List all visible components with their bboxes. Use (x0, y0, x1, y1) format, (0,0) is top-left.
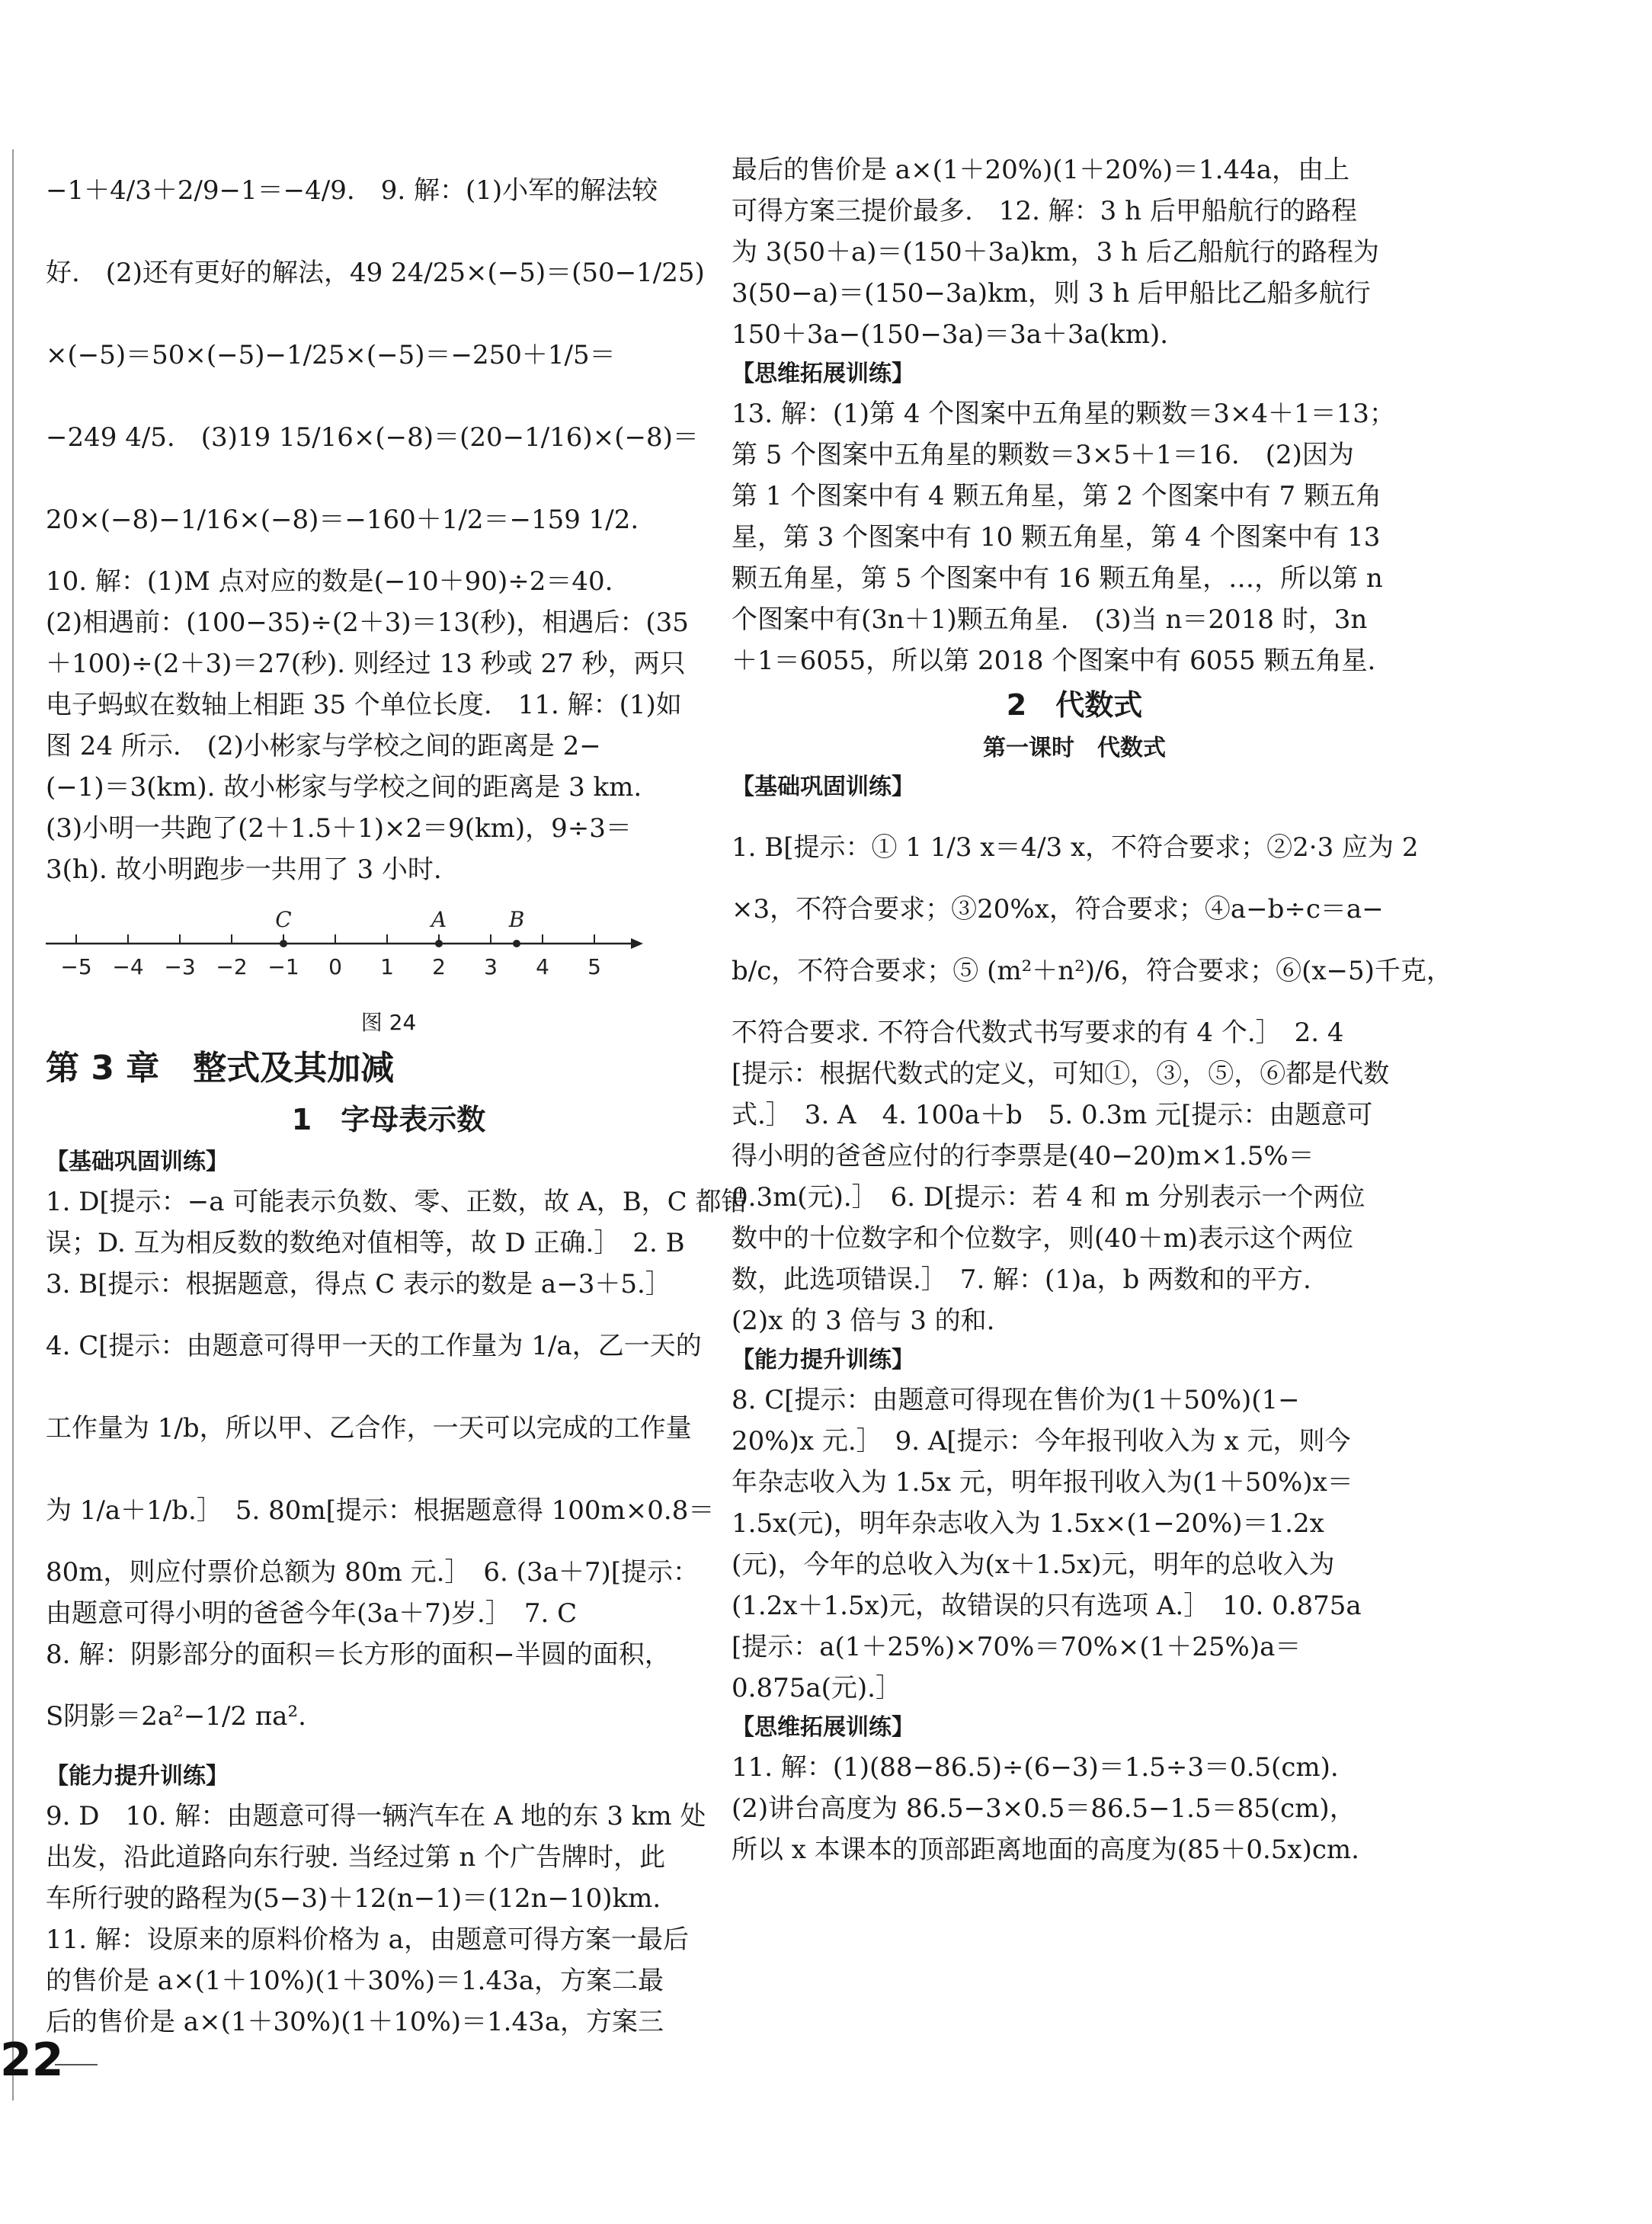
text-line: 10. 解：(1)M 点对应的数是(−10＋90)÷2＝40. (46, 566, 613, 597)
text-line: 80m，则应付票价总额为 80m 元.］ 6. (3a＋7)[提示： (46, 1557, 700, 1588)
text-line: 第 1 个图案中有 4 颗五角星，第 2 个图案中有 7 颗五角 (732, 481, 1381, 511)
text-line: ＋100)÷(2＋3)＝27(秒). 则经过 13 秒或 27 秒，两只 (46, 649, 686, 679)
number-line-figure (46, 898, 732, 1041)
text-line: (1.2x＋1.5x)元，故错误的只有选项 A.］ 10. 0.875a (732, 1591, 1362, 1621)
text-line: 图 24 所示. (2)小彬家与学校之间的距离是 2− (46, 731, 601, 761)
section-heading: 【基础巩固训练】 (732, 774, 914, 800)
section-heading: 【能力提升训练】 (732, 1347, 914, 1373)
left-text-block-2 (46, 1143, 748, 2043)
text-line: (2)讲台高度为 86.5−3×0.5＝86.5−1.5＝85(cm)， (732, 1793, 1356, 1824)
point-a (435, 940, 443, 947)
text-line: −249 4/5. (3)19 15/16×(−8)＝(20−1/16)×(−8)＝ (46, 422, 699, 453)
text-line: 星，第 3 个图案中有 10 颗五角星，第 4 个图案中有 13 (732, 522, 1381, 553)
text-line: 得小明的爸爸应付的行李票是(40−20)m×1.5%＝ (732, 1141, 1314, 1171)
text-line: 1.5x(元)，明年杂志收入为 1.5x×(1−20%)＝1.2x (732, 1508, 1324, 1539)
text-line: 9. D 10. 解：由题意可得一辆汽车在 A 地的东 3 km 处 (46, 1801, 706, 1831)
text-line: 后的售价是 a×(1＋30%)(1＋10%)＝1.43a，方案三 (46, 2007, 664, 2037)
right-column (732, 149, 1452, 1870)
section-heading: 【能力提升训练】 (46, 1763, 229, 1790)
text-line: 8. C[提示：由题意可得现在售价为(1＋50%)(1− (732, 1385, 1300, 1415)
text-line: 4. C[提示：由题意可得甲一天的工作量为 1/a，乙一天的 (46, 1331, 702, 1361)
text-line: 3. B[提示：根据题意，得点 C 表示的数是 a−3＋5.］ (46, 1269, 671, 1299)
text-line: 出发，沿此道路向东行驶. 当经过第 n 个广告牌时，此 (46, 1842, 666, 1873)
page-binding-edge (12, 149, 18, 2101)
text-line: 20%)x 元.］ 9. A[提示：今年报刊收入为 x 元，则今 (732, 1426, 1351, 1456)
text-line: (2)x 的 3 倍与 3 的和. (732, 1306, 995, 1336)
point-label: C (275, 907, 292, 932)
text-line: 误；D. 互为相反数的数绝对值相等，故 D 正确.］ 2. B (46, 1228, 685, 1258)
tick-label: −5 (60, 954, 92, 979)
tick-label: −1 (267, 954, 299, 979)
text-line: (元)，今年的总收入为(x＋1.5x)元，明年的总收入为 (732, 1549, 1335, 1580)
right-text-block-1 (732, 149, 1417, 681)
text-line: 0.875a(元).］ (732, 1673, 901, 1703)
page-number-rule (55, 2064, 98, 2065)
text-line: 电子蚂蚁在数轴上相距 35 个单位长度. 11. 解：(1)如 (46, 690, 682, 720)
text-line: [提示：a(1＋25%)×70%＝70%×(1＋25%)a＝ (732, 1632, 1301, 1662)
left-text-block-1 (46, 149, 732, 890)
tick-label: 1 (380, 954, 394, 979)
text-line: 第 5 个图案中五角星的颗数＝3×5＋1＝16. (2)因为 (732, 440, 1354, 470)
section-heading: 【思维拓展训练】 (732, 1714, 914, 1741)
text-line: (−1)＝3(km). 故小彬家与学校之间的距离是 3 km. (46, 772, 642, 803)
text-line: 数，此选项错误.］ 7. 解：(1)a，b 两数和的平方. (732, 1264, 1311, 1295)
text-line: (3)小明一共跑了(2＋1.5＋1)×2＝9(km)，9÷3＝ (46, 813, 632, 844)
text-line: −1＋4/3＋2/9−1＝−4/9. 9. 解：(1)小军的解法较 (46, 175, 658, 206)
left-column (46, 149, 748, 2043)
tick-label: 3 (484, 954, 498, 979)
chapter-title: 第 3 章 整式及其加减 (46, 1049, 395, 1088)
text-line: 11. 解：设原来的原料价格为 a，由题意可得方案一最后 (46, 1924, 689, 1955)
text-line: 的售价是 a×(1＋10%)(1＋30%)＝1.43a，方案二最 (46, 1966, 664, 1996)
text-line: 11. 解：(1)(88−86.5)÷(6−3)＝1.5÷3＝0.5(cm). (732, 1752, 1339, 1783)
tick-label: −3 (164, 954, 196, 979)
text-line: ＋1＝6055，所以第 2018 个图案中有 6055 颗五角星. (732, 646, 1376, 676)
text-line: 0.3m(元).］ 6. D[提示：若 4 和 m 分别表示一个两位 (732, 1182, 1365, 1213)
text-line: (2)相遇前：(100−35)÷(2＋3)＝13(秒)，相遇后：(35 (46, 607, 689, 638)
text-line: 150＋3a−(150−3a)＝3a＋3a(km). (732, 319, 1169, 350)
text-line: 个图案中有(3n＋1)颗五角星. (3)当 n＝2018 时，3n (732, 604, 1368, 635)
lesson-title-2: 2 代数式 (1006, 688, 1143, 722)
text-line: 最后的售价是 a×(1＋20%)(1＋20%)＝1.44a，由上 (732, 155, 1350, 185)
text-line: 3(50−a)＝(150−3a)km，则 3 h 后甲船比乙船多航行 (732, 278, 1371, 309)
axis-arrow (631, 938, 643, 949)
section-heading: 【基础巩固训练】 (46, 1149, 229, 1175)
tick-label: −4 (112, 954, 144, 979)
tick-label: 4 (536, 954, 549, 979)
text-line: 1. D[提示：−a 可能表示负数、零、正数，故 A，B，C 都错 (46, 1187, 748, 1217)
text-line: 由题意可得小明的爸爸今年(3a＋7)岁.］ 7. C (46, 1598, 578, 1629)
text-line: 为 3(50＋a)＝(150＋3a)km，3 h 后乙船航行的路程为 (732, 237, 1379, 268)
text-line: 数中的十位数字和个位数字，则(40＋m)表示这个两位 (732, 1223, 1354, 1254)
point-c (280, 940, 287, 947)
lesson-title: 1 字母表示数 (291, 1103, 486, 1136)
text-line: 可得方案三提价最多. 12. 解：3 h 后甲船航行的路程 (732, 196, 1357, 226)
section-heading: 【思维拓展训练】 (732, 361, 914, 387)
number-line (46, 898, 671, 1005)
text-line: 1. B[提示：① 1 1/3 x＝4/3 x，不符合要求；②2·3 应为 2 (732, 832, 1419, 863)
text-line: 车所行驶的路程为(5−3)＋12(n−1)＝(12n−10)km. (46, 1883, 661, 1914)
tick-label: 0 (328, 954, 342, 979)
text-line: 年杂志收入为 1.5x 元，明年报刊收入为(1＋50%)x＝ (732, 1467, 1353, 1498)
text-line: ×3，不符合要求；③20%x，符合要求；④a−b÷c＝a− (732, 894, 1384, 925)
class-title: 第一课时 代数式 (983, 735, 1166, 761)
point-b (513, 940, 520, 947)
text-line: 所以 x 本课本的顶部距离地面的高度为(85＋0.5x)cm. (732, 1835, 1359, 1865)
text-line: ×(−5)＝50×(−5)−1/25×(−5)＝−250＋1/5＝ (46, 340, 616, 370)
text-line: 为 1/a＋1/b.］ 5. 80m[提示：根据题意得 100m×0.8＝ (46, 1495, 715, 1526)
text-line: 工作量为 1/b，所以甲、乙合作，一天可以完成的工作量 (46, 1413, 692, 1444)
tick-label: 2 (432, 954, 446, 979)
point-label: A (431, 907, 447, 932)
text-line: 好. (2)还有更好的解法，49 24/25×(−5)＝(50−1/25) (46, 258, 705, 288)
text-line: S阴影＝2a²−1/2 πa². (46, 1701, 306, 1732)
text-line: 20×(−8)−1/16×(−8)＝−160＋1/2＝−159 1/2. (46, 505, 639, 535)
point-label: B (508, 907, 525, 932)
text-line: 13. 解：(1)第 4 个图案中五角星的颗数＝3×4＋1＝13； (732, 399, 1395, 429)
figure-caption: 图 24 (360, 1010, 417, 1035)
right-text-block-2 (732, 768, 1452, 1870)
tick-label: −2 (216, 954, 248, 979)
text-line: 颗五角星，第 5 个图案中有 16 颗五角星，…，所以第 n (732, 563, 1383, 594)
page-number: 22 (0, 2033, 64, 2087)
text-line: 式.］ 3. A 4. 100a＋b 5. 0.3m 元[提示：由题意可 (732, 1100, 1373, 1130)
text-line: 8. 解：阴影部分的面积＝长方形的面积−半圆的面积， (46, 1639, 671, 1670)
tick-label: 5 (587, 954, 601, 979)
text-line: 不符合要求. 不符合代数式书写要求的有 4 个.］ 2. 4 (732, 1017, 1344, 1048)
text-line: b/c，不符合要求；⑤ (m²＋n²)/6，符合要求；⑥(x−5)千克， (732, 956, 1452, 986)
text-line: [提示：根据代数式的定义，可知①，③，⑤，⑥都是代数 (732, 1059, 1390, 1089)
text-line: 3(h). 故小明跑步一共用了 3 小时. (46, 854, 442, 885)
